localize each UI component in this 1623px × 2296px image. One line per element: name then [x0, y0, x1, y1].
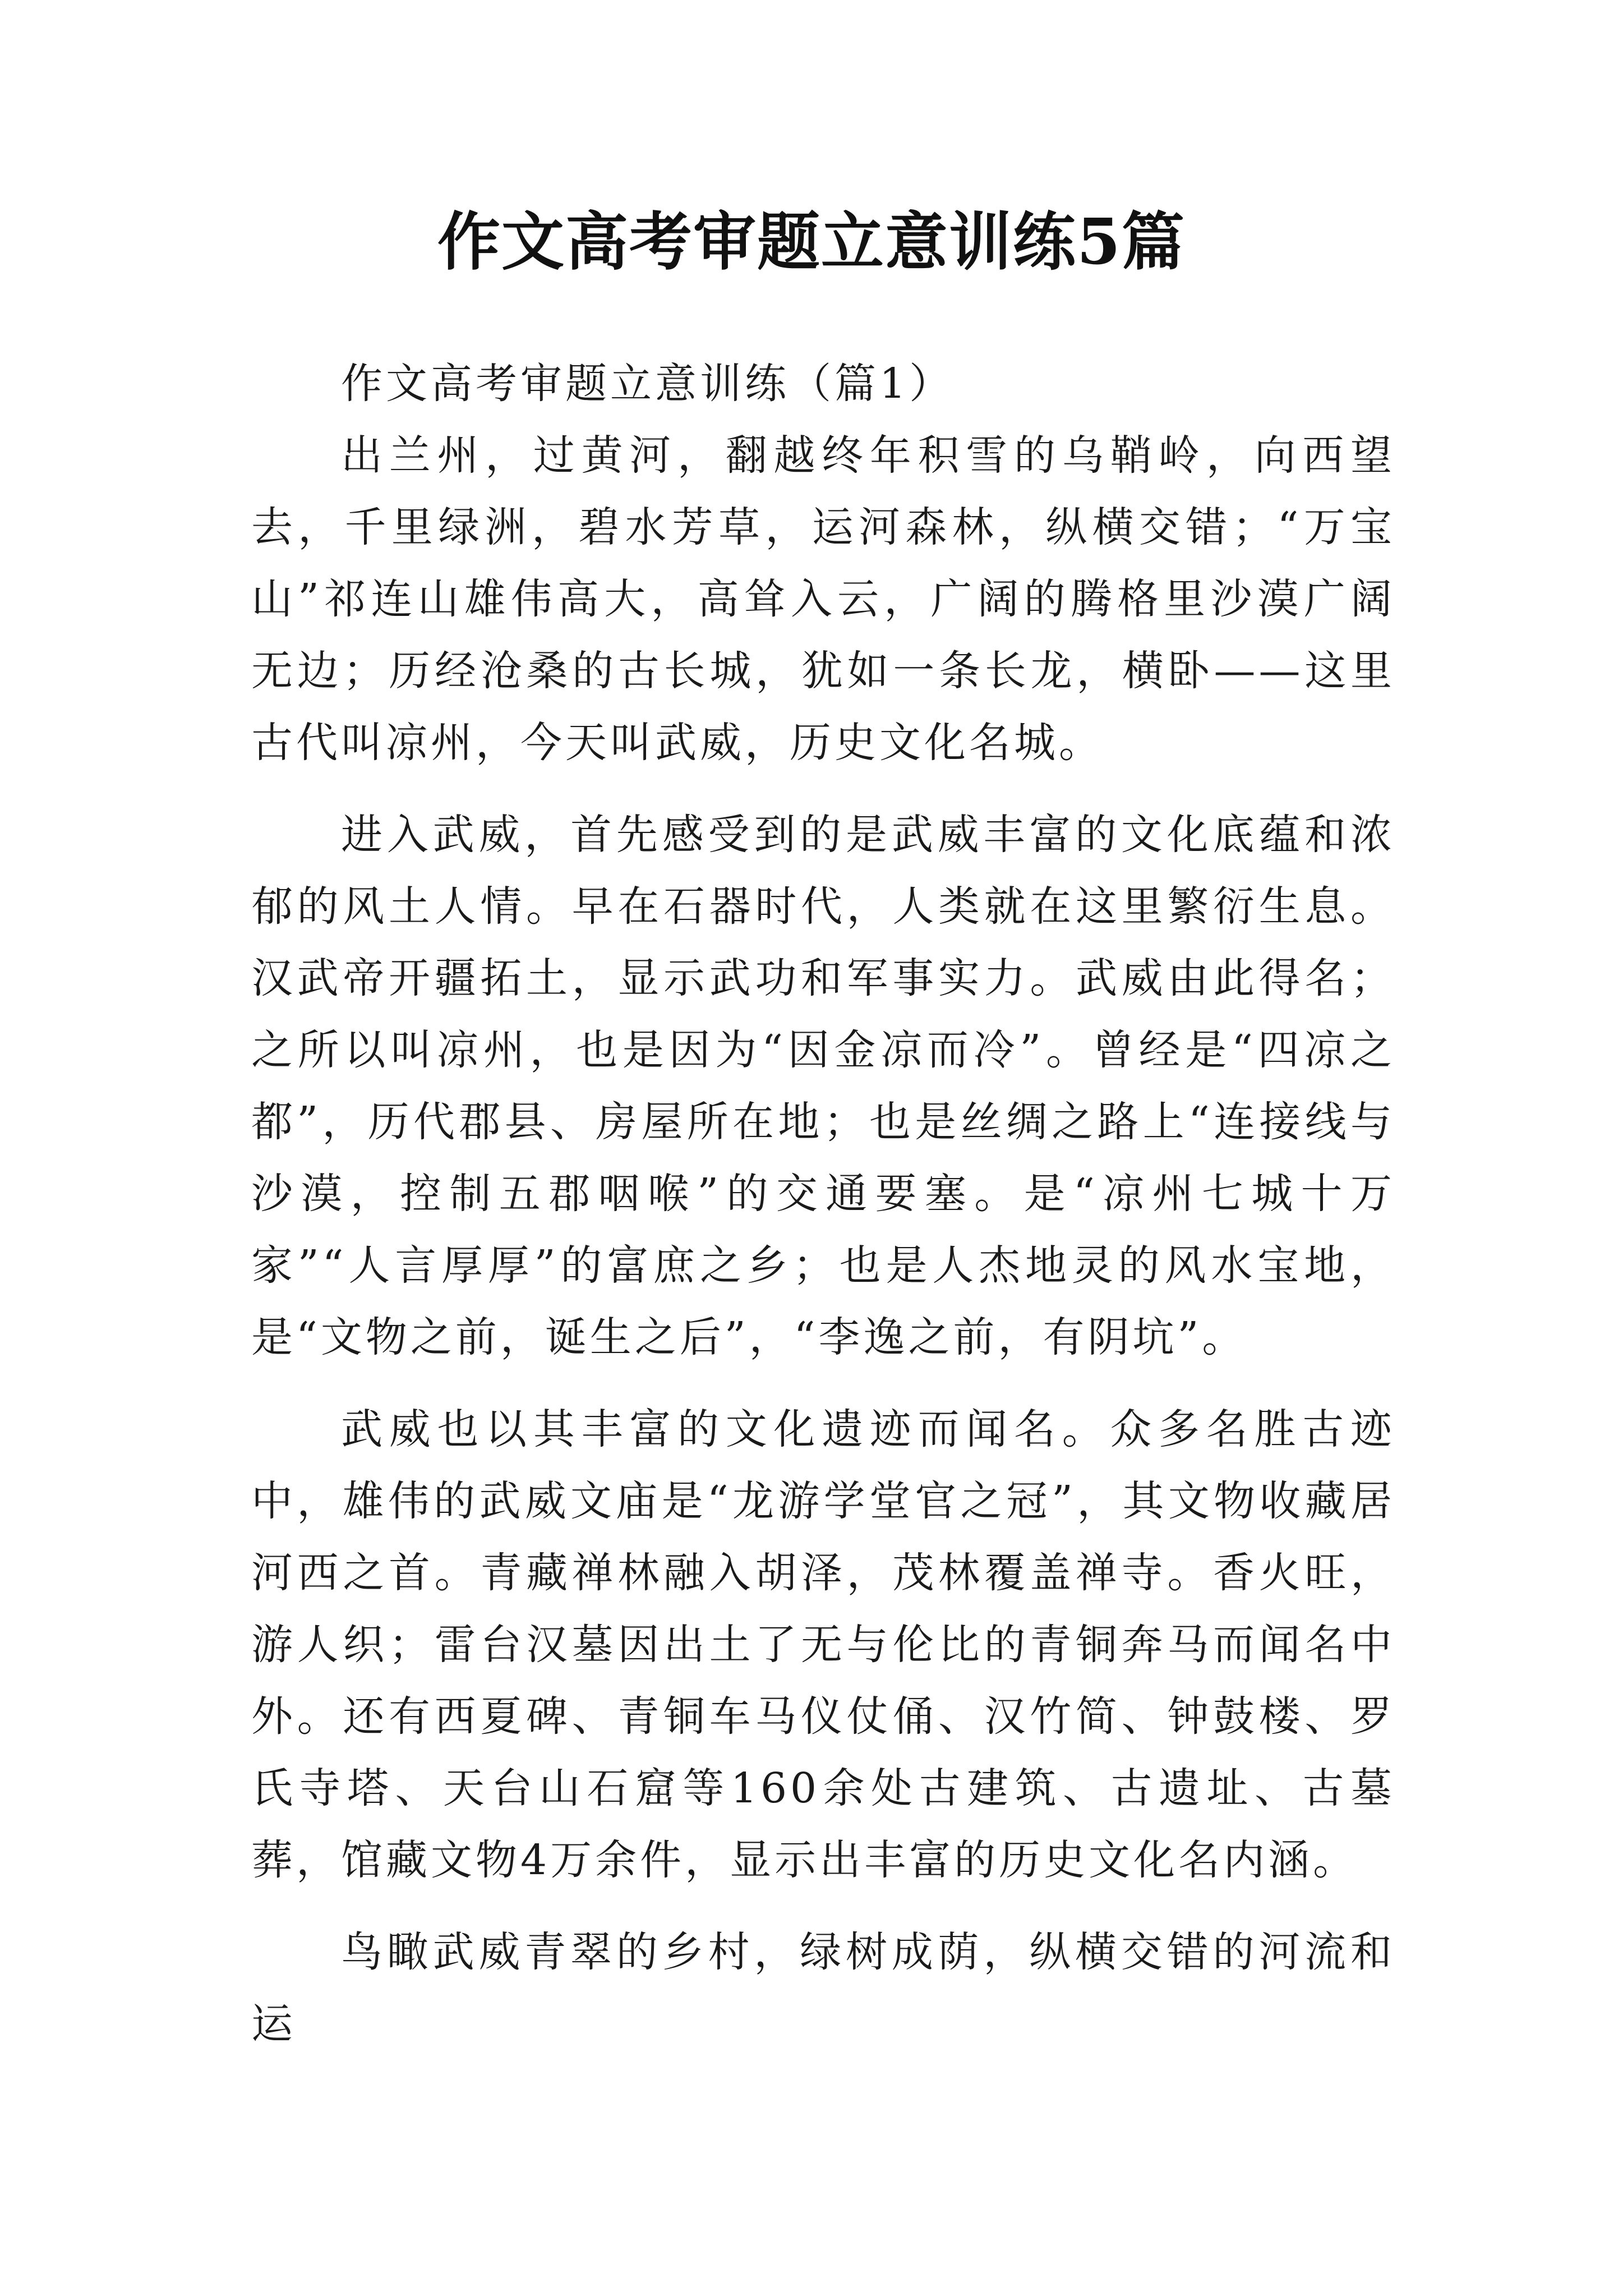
document-title: 作文高考审题立意训练5篇	[437, 205, 1186, 279]
paragraph: 进入武威，首先感受到的是武威丰富的文化底蕴和浓郁的风土人情。早在石器时代，人类就在这里繁衍生息。汉武帝开疆拓土，显示武功和军事实力。武威由此得名；之所以叫凉州，也是因为“因金凉而冷”。曾经是“四凉之都”，历代郡县、房屋所在地；也是丝绸之路上“连接线与沙漠，控制五郡咽喉”的交通要塞。是“凉州七城十万家”“人言厚厚”的富庶之乡；也是人杰地灵的风水宝地，是“文物之前，诞生之后”，“李逸之前，有阴坑”。	[251, 811, 1395, 1361]
section-heading: 作文高考审题立意训练（篇1）	[341, 360, 955, 408]
paragraph: 武威也以其丰富的文化遗迹而闻名。众多名胜古迹中，雄伟的武威文庙是“龙游学堂官之冠”，其文物收藏居河西之首。青藏禅林融入胡泽，茂林覆盖禅寺。香火旺，游人织；雷台汉墓因出土了无与伦比的青铜奔马而闻名中外。还有西夏碑、青铜车马仪仗俑、汉竹简、钟鼓楼、罗氏寺塔、天台山石窟等160余处古建筑、古遗址、古墓葬，馆藏文物4万余件，显示出丰富的历史文化名内涵。	[251, 1405, 1395, 1884]
document-body	[251, 348, 1395, 2080]
paragraph: 鸟瞰武威青翠的乡村，绿树成荫，纵横交错的河流和运	[251, 1928, 1395, 2048]
paragraph: 出兰州，过黄河，翻越终年积雪的乌鞘岭，向西望去，千里绿洲，碧水芳草，运河森林，纵横交错；“万宝山”祁连山雄伟高大，高耸入云，广阔的腾格里沙漠广阔无边；历经沧桑的古长城，犹如一条长龙，横卧——这里古代叫凉州，今天叫武威，历史文化名城。	[251, 431, 1395, 767]
